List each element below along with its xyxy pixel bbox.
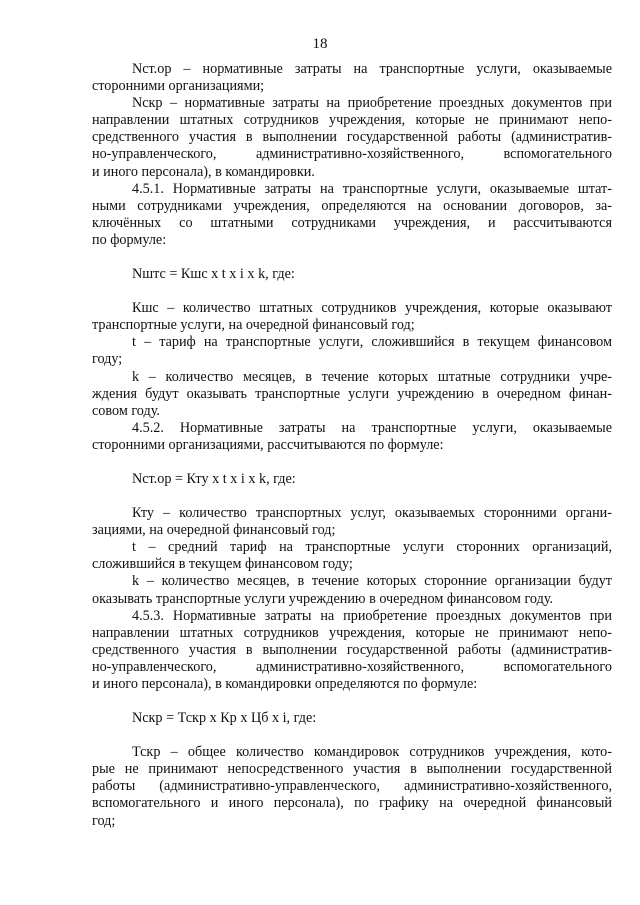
paragraph-line: Nскр – нормативные затраты на приобретение проездных документов при (132, 95, 612, 112)
paragraph-line: вспомогательного и иного персонала), по графику на очередной финансовый (92, 795, 612, 812)
paragraph (92, 369, 612, 420)
paragraph-line: по формуле: (92, 231, 167, 248)
paragraph-line: ключённых со штатными сотрудниками учреждения, и рассчитываются (92, 214, 612, 231)
paragraph-line: рые не принимают непосредственного участия в выполнении государственной (92, 761, 612, 778)
spacer (92, 727, 612, 744)
spacer (92, 693, 612, 710)
paragraph-line: сторонними организациями; (92, 78, 265, 95)
paragraph-line: транспортные услуги, на очередной финансовый год; (92, 317, 415, 334)
paragraph-line: год; (92, 812, 116, 829)
document-body (92, 61, 612, 830)
paragraph-line: но-управленческого, административно-хозяйственного, вспомогательного (92, 146, 612, 163)
paragraph-line: и иного персонала), в командировки. (92, 163, 315, 180)
paragraph (92, 539, 612, 573)
paragraph (92, 61, 612, 95)
paragraph (92, 300, 612, 334)
paragraph-line: Тскр – общее количество командировок сотрудников учреждения, кото- (132, 744, 612, 761)
paragraph (92, 95, 612, 180)
formula: Nскр = Тскр x Кр x Цб x i, где: (132, 710, 317, 727)
paragraph-line: средственного участия в выполнении государственной работы (административ- (92, 641, 612, 658)
paragraph (92, 334, 612, 368)
paragraph-line: средственного участия в выполнении государственной работы (административ- (92, 129, 612, 146)
paragraph-line: 4.5.2. Нормативные затраты на транспортные услуги, оказываемые (132, 419, 612, 436)
paragraph-line: ными сотрудниками учреждения, определяются на основании договоров, за- (92, 197, 612, 214)
formula: Nштс = Кшс x t x i x k, где: (132, 266, 295, 283)
paragraph-line: Nст.ор – нормативные затраты на транспортные услуги, оказываемые (132, 61, 612, 77)
paragraph (92, 744, 612, 829)
paragraph-line: Кту – количество транспортных услуг, оказываемых сторонними органи- (132, 505, 612, 522)
paragraph-line: направлении штатных сотрудников учреждения, которые не принимают непо- (92, 112, 612, 129)
spacer (92, 283, 612, 300)
paragraph-line: работы (административно-управленческого, административно-хозяйственного, (92, 778, 612, 795)
paragraph-line: Кшс – количество штатных сотрудников учреждения, которые оказывают (132, 300, 612, 317)
paragraph-line: k – количество месяцев, в течение которых штатные сотрудники учре- (132, 368, 612, 385)
paragraph (92, 505, 612, 539)
paragraph (92, 181, 612, 249)
paragraph-line: сторонними организациями, рассчитываются по формуле: (92, 436, 444, 453)
paragraph-line: году; (92, 351, 123, 368)
paragraph (92, 573, 612, 607)
paragraph (92, 420, 612, 454)
paragraph-line: k – количество месяцев, в течение которых сторонние организации будут (132, 573, 612, 590)
paragraph-line: t – средний тариф на транспортные услуги сторонних организаций, (132, 539, 612, 556)
paragraph-line: направлении штатных сотрудников учреждения, которые не принимают непо- (92, 624, 612, 641)
spacer (92, 249, 612, 266)
formula: Nст.ор = Кту x t x i x k, где: (132, 470, 296, 487)
spacer (92, 454, 612, 471)
paragraph-line: 4.5.3. Нормативные затраты на приобретение проездных документов при (132, 607, 612, 624)
paragraph-line: t – тариф на транспортные услуги, сложившийся в текущем финансовом (132, 334, 612, 351)
paragraph (92, 608, 612, 693)
paragraph-line: сложившийся в текущем финансовом году; (92, 556, 353, 573)
paragraph-line: ждения будут оказывать транспортные услуги учреждению в очередном финан- (92, 385, 612, 402)
paragraph-line: оказывать транспортные услуги учреждению в очередном финансовом году. (92, 590, 554, 607)
paragraph-line: и иного персонала), в командировки определяются по формуле: (92, 676, 478, 692)
page-number: 18 (312, 36, 328, 52)
paragraph-line: зациями, на очередной финансовый год; (92, 522, 336, 539)
paragraph-line: 4.5.1. Нормативные затраты на транспортные услуги, оказываемые штат- (132, 180, 612, 197)
paragraph-line: совом году. (92, 402, 160, 419)
spacer (92, 488, 612, 505)
paragraph-line: но-управленческого, административно-хозяйственного, вспомогательного (92, 658, 612, 675)
